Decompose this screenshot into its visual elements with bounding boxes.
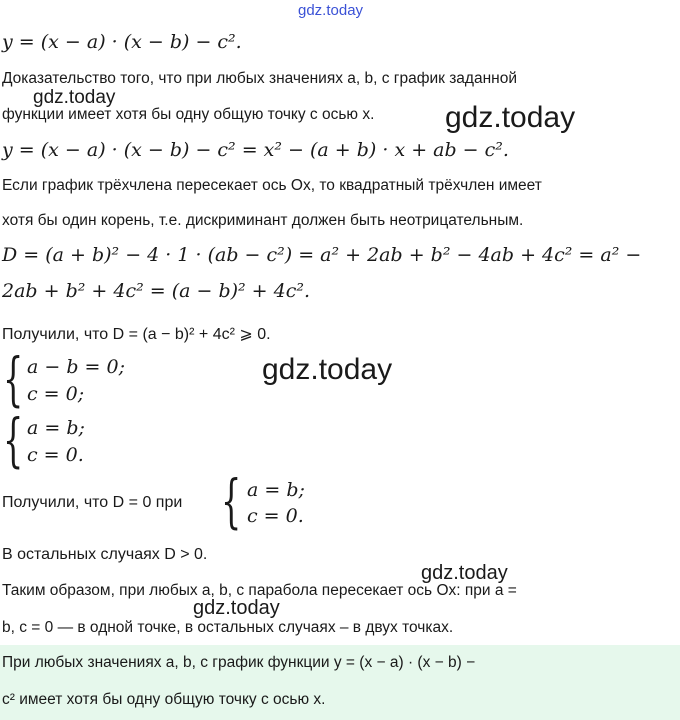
watermark-bottom-left: gdz.today [193,597,280,619]
system-2-row-2: c = 0. [27,444,84,466]
reasoning-line1: Если график трёхчлена пересекает ось Ox, то квадратный трёхчлен имеет [2,177,542,194]
answer-line2: c² имеет хотя бы одну общую точку с осью x. [2,691,326,708]
system-brace-1: { [3,345,24,413]
system-1-row-1: a − b = 0; [27,356,125,378]
conclusion-line1: Таким образом, при любых a, b, c парабола пересекает ось Ox: при a = [2,582,517,599]
function-definition: y = (x − a) · (x − b) − c². [2,31,242,53]
zero-discriminant-condition: Получили, что D = 0 при [2,494,183,511]
watermark-bottom-right: gdz.today [421,562,508,584]
system-brace-2: { [3,406,24,474]
expanded-function: y = (x − a) · (x − b) − c² = x² − (a + b) · x + ab − c². [2,139,509,161]
watermark-left: gdz.today [33,87,116,108]
discriminant-line1: D = (a + b)² − 4 · 1 · (ab − c²) = a² + 2ab + b² − 4ab + 4c² = a² − [2,244,642,266]
system-1-row-2: c = 0; [27,383,85,405]
conclusion-line2: b, c = 0 — в одной точке, в остальных случаях – в двух точках. [2,619,454,636]
watermark-right: gdz.today [445,101,576,134]
discriminant-result: Получили, что D = (a − b)² + 4c² ⩾ 0. [2,326,271,343]
reasoning-line2: хотя бы один корень, т.е. дискриминант должен быть неотрицательным. [2,212,524,229]
answer-line1: При любых значениях a, b, c график функции y = (x − a) · (x − b) − [2,654,476,671]
watermark-top: gdz.today [298,2,364,19]
proof-statement-line1: Доказательство того, что при любых значениях a, b, c график заданной [2,70,517,87]
system-2-row-1: a = b; [27,417,85,439]
system-3-row-2: c = 0. [247,505,304,527]
system-brace-3: { [221,467,242,535]
watermark-center: gdz.today [262,353,393,386]
other-cases: В остальных случаях D > 0. [2,546,208,563]
system-3-row-1: a = b; [247,479,305,501]
discriminant-line2: 2ab + b² + 4c² = (a − b)² + 4c². [2,280,311,302]
proof-statement-line2: функции имеет хотя бы одну общую точку с осью x. [2,106,375,123]
